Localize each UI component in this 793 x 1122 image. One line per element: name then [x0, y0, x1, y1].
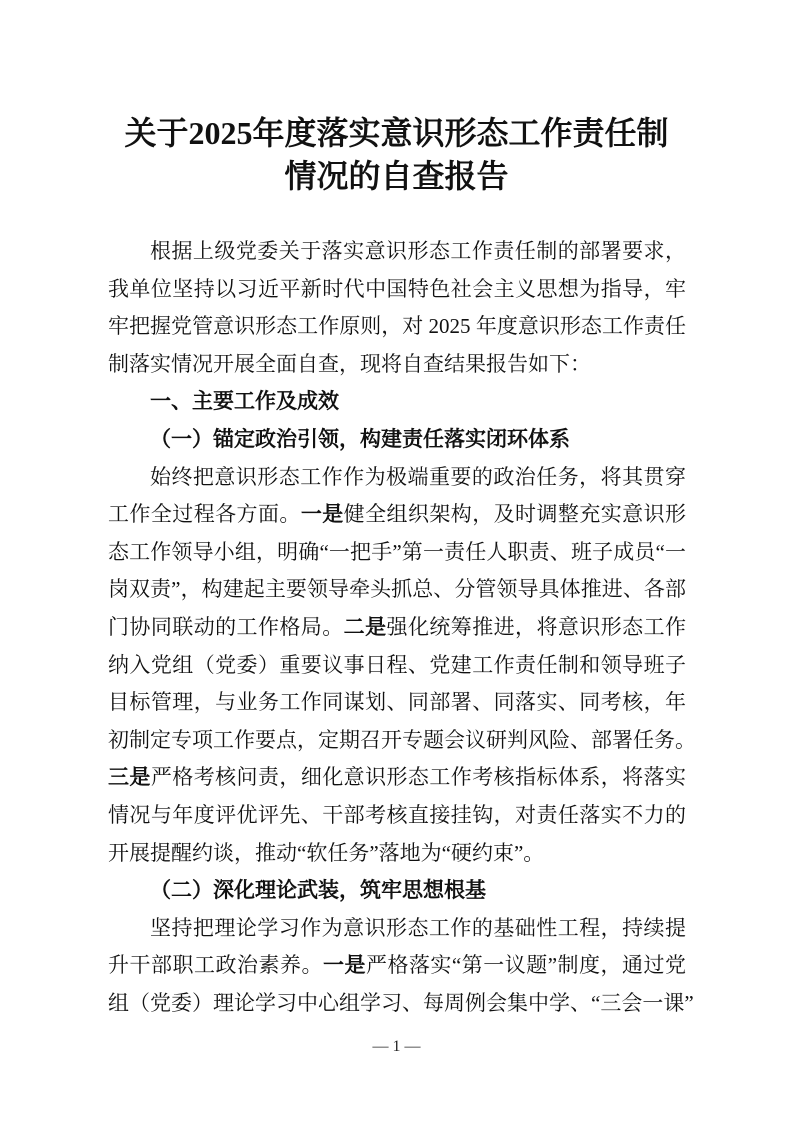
paragraph-line	[108, 233, 686, 271]
paragraph-line	[108, 496, 686, 534]
text-segment: 坚持把理论学习作为意识形态工作的基础性工程，持续提	[150, 915, 686, 940]
text-segment: 制落实情况开展全面自查，现将自查结果报告如下：	[108, 351, 591, 376]
paragraph-line	[108, 797, 686, 835]
text-segment: 工作全过程各方面。	[108, 502, 301, 527]
paragraph-line	[108, 759, 686, 797]
title-line-1: 关于2025年度落实意识形态工作责任制	[124, 115, 669, 151]
paragraph-line	[108, 722, 696, 760]
bold-text: 三是	[108, 765, 151, 790]
paragraph-line	[108, 571, 686, 609]
text-segment: 初制定专项工作要点，定期召开专题会议研判风险、部署任务。	[108, 727, 696, 752]
document-body	[108, 233, 696, 1022]
text-segment: 门协同联动的工作格局。	[108, 614, 344, 639]
text-segment: 开展提醒约谈，推动“软任务”落地为“硬约束”。	[108, 840, 545, 865]
text-segment: 根据上级党委关于落实意识形态工作责任制的部署要求，	[150, 239, 686, 263]
title-line-2: 情况的自查报告	[284, 158, 509, 194]
text-segment: 情况与年度评优评先、干部考核直接挂钩，对责任落实不力的	[108, 802, 686, 827]
subsection-heading: （二）深化理论武装，筑牢思想根基	[150, 878, 486, 903]
bold-text: 一是	[300, 502, 344, 527]
paragraph-line	[108, 609, 686, 647]
section-heading: 一、主要工作及成效	[150, 389, 339, 414]
paragraph-line	[108, 534, 686, 572]
paragraph-line	[108, 947, 686, 985]
text-segment: 组（党委）理论学习中心组学习、每周例会集中学、“三会一课”	[108, 990, 694, 1015]
page-number: — 1 —	[372, 1038, 421, 1055]
paragraph-line	[108, 647, 686, 685]
text-segment: 态工作领导小组，明确“一把手”第一责任人职责、班子成员“一	[108, 539, 686, 564]
paragraph-line	[108, 910, 686, 948]
document-title	[60, 112, 733, 198]
text-segment: 严格考核问责，细化意识形态工作考核指标体系，将落实	[150, 765, 687, 790]
paragraph-line	[108, 459, 686, 497]
text-segment: 强化统筹推进，将意识形态工作	[386, 614, 687, 639]
text-segment: 我单位坚持以习近平新时代中国特色社会主义思想为指导，牢	[108, 276, 686, 301]
text-segment: 严格落实“第一议题”制度，通过党	[365, 953, 687, 978]
text-segment: 健全组织架构，及时调整充实意识形	[343, 502, 687, 527]
paragraph-line	[108, 835, 686, 873]
paragraph-line	[108, 308, 686, 346]
subsection-heading: （一）锚定政治引领，构建责任落实闭环体系	[150, 426, 570, 451]
paragraph-line	[108, 985, 694, 1023]
text-segment: 升干部职工政治素养。	[108, 953, 323, 978]
text-segment: 岗双责”，构建起主要领导牵头抓总、分管领导具体推进、各部	[108, 577, 686, 602]
text-segment: 牢把握党管意识形态工作原则，对 2025 年度意识形态工作责任	[108, 314, 686, 339]
paragraph-line	[108, 684, 686, 722]
text-segment: 始终把意识形态工作作为极端重要的政治任务，将其贯穿	[150, 464, 686, 489]
paragraph-line	[108, 271, 686, 309]
bold-text: 一是	[322, 953, 366, 978]
paragraph-line	[108, 346, 686, 384]
bold-text: 二是	[343, 614, 387, 639]
text-segment: 目标管理，与业务工作同谋划、同部署、同落实、同考核，年	[108, 690, 686, 715]
text-segment: 纳入党组（党委）重要议事日程、党建工作责任制和领导班子	[108, 652, 686, 677]
